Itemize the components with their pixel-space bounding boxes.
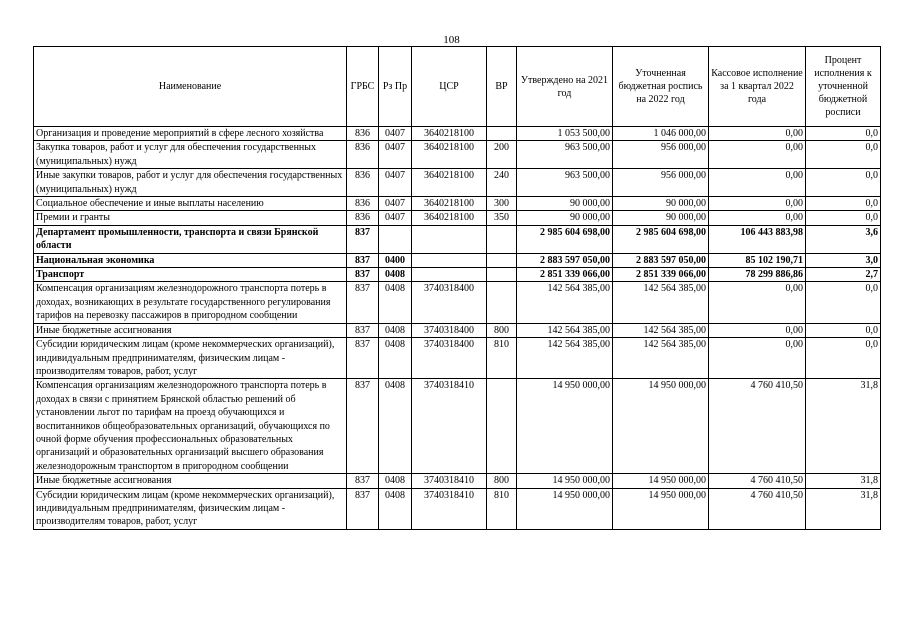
row-approved: 14 950 000,00	[517, 488, 613, 529]
row-refined: 14 950 000,00	[613, 379, 709, 474]
row-name: Иные закупки товаров, работ и услуг для обеспечения государственных (муниципальных) нужд	[34, 169, 347, 197]
header-name: Наименование	[34, 47, 347, 127]
row-name: Закупка товаров, работ и услуг для обеспечения государственных (муниципальных) нужд	[34, 141, 347, 169]
row-vr: 240	[487, 169, 517, 197]
row-rz-pr: 0408	[379, 338, 412, 379]
row-refined: 14 950 000,00	[613, 474, 709, 488]
row-grbs: 837	[347, 268, 379, 282]
table-row	[34, 127, 881, 141]
header-csr: ЦСР	[412, 47, 487, 127]
row-cash: 4 760 410,50	[709, 379, 806, 474]
row-grbs: 837	[347, 253, 379, 267]
row-refined: 956 000,00	[613, 169, 709, 197]
row-grbs: 837	[347, 225, 379, 253]
row-refined: 956 000,00	[613, 141, 709, 169]
row-approved: 142 564 385,00	[517, 338, 613, 379]
row-csr: 3640218100	[412, 211, 487, 225]
row-approved: 2 851 339 066,00	[517, 268, 613, 282]
row-refined: 142 564 385,00	[613, 323, 709, 337]
header-refined-2022: Уточненная бюджетная роспись на 2022 год	[613, 47, 709, 127]
table-row	[34, 268, 881, 282]
table-row	[34, 323, 881, 337]
row-csr: 3740318400	[412, 282, 487, 323]
row-cash: 0,00	[709, 127, 806, 141]
table-row	[34, 169, 881, 197]
row-grbs: 837	[347, 474, 379, 488]
row-approved: 142 564 385,00	[517, 282, 613, 323]
row-csr	[412, 253, 487, 267]
row-name: Субсидии юридическим лицам (кроме некоммерческих организаций), индивидуальным предпринимателям, физическим лицам - производителям товаров, работ, услуг	[34, 488, 347, 529]
row-vr: 810	[487, 338, 517, 379]
row-percent: 0,0	[806, 169, 881, 197]
table-row	[34, 141, 881, 169]
row-csr: 3640218100	[412, 127, 487, 141]
row-approved: 2 883 597 050,00	[517, 253, 613, 267]
row-cash: 85 102 190,71	[709, 253, 806, 267]
row-cash: 4 760 410,50	[709, 488, 806, 529]
row-percent: 3,6	[806, 225, 881, 253]
row-grbs: 837	[347, 282, 379, 323]
header-vr: ВР	[487, 47, 517, 127]
row-csr: 3640218100	[412, 141, 487, 169]
row-cash: 106 443 883,98	[709, 225, 806, 253]
header-rz-pr: Рз Пр	[379, 47, 412, 127]
row-name: Департамент промышленности, транспорта и связи Брянской области	[34, 225, 347, 253]
row-grbs: 836	[347, 197, 379, 211]
row-vr: 350	[487, 211, 517, 225]
table-row	[34, 225, 881, 253]
row-cash: 0,00	[709, 197, 806, 211]
row-approved: 142 564 385,00	[517, 323, 613, 337]
row-rz-pr	[379, 225, 412, 253]
row-cash: 0,00	[709, 141, 806, 169]
header-grbs: ГРБС	[347, 47, 379, 127]
row-rz-pr: 0408	[379, 379, 412, 474]
row-vr	[487, 268, 517, 282]
row-refined: 142 564 385,00	[613, 282, 709, 323]
table-row	[34, 197, 881, 211]
row-percent: 0,0	[806, 141, 881, 169]
row-percent: 2,7	[806, 268, 881, 282]
row-percent: 31,8	[806, 474, 881, 488]
row-name: Иные бюджетные ассигнования	[34, 323, 347, 337]
row-refined: 142 564 385,00	[613, 338, 709, 379]
row-rz-pr: 0407	[379, 169, 412, 197]
row-name: Организация и проведение мероприятий в сфере лесного хозяйства	[34, 127, 347, 141]
row-grbs: 836	[347, 169, 379, 197]
header-cash-q1-2022: Кассовое исполнение за 1 квартал 2022 года	[709, 47, 806, 127]
row-approved: 14 950 000,00	[517, 379, 613, 474]
row-name: Компенсация организациям железнодорожного транспорта потерь в доходах в связи с принятием Брянской областью решений об установлении льгот по тарифам на проезд обучающихся и воспитанников общеобразовательных организаций, обучающихся по очной форме обучения профессиональных образовательных организаций и образовательных организаций высшего образования железнодорожным транспортом в пригородном сообщении	[34, 379, 347, 474]
budget-table	[33, 46, 881, 530]
row-percent: 0,0	[806, 338, 881, 379]
table-row	[34, 211, 881, 225]
row-rz-pr: 0408	[379, 268, 412, 282]
row-csr	[412, 225, 487, 253]
row-name: Иные бюджетные ассигнования	[34, 474, 347, 488]
row-percent: 31,8	[806, 488, 881, 529]
table-row	[34, 379, 881, 474]
row-approved: 963 500,00	[517, 169, 613, 197]
table-header-row	[34, 47, 881, 127]
row-name: Транспорт	[34, 268, 347, 282]
row-vr	[487, 225, 517, 253]
row-percent: 0,0	[806, 197, 881, 211]
row-cash: 78 299 886,86	[709, 268, 806, 282]
row-vr	[487, 127, 517, 141]
row-vr: 810	[487, 488, 517, 529]
row-csr: 3740318400	[412, 323, 487, 337]
row-rz-pr: 0407	[379, 141, 412, 169]
row-vr: 200	[487, 141, 517, 169]
row-csr: 3640218100	[412, 169, 487, 197]
row-grbs: 836	[347, 127, 379, 141]
row-cash: 4 760 410,50	[709, 474, 806, 488]
row-name: Социальное обеспечение и иные выплаты населению	[34, 197, 347, 211]
row-name: Премии и гранты	[34, 211, 347, 225]
row-percent: 0,0	[806, 323, 881, 337]
table-row	[34, 253, 881, 267]
row-approved: 90 000,00	[517, 211, 613, 225]
row-approved: 963 500,00	[517, 141, 613, 169]
row-percent: 3,0	[806, 253, 881, 267]
row-vr	[487, 253, 517, 267]
row-rz-pr: 0408	[379, 282, 412, 323]
row-rz-pr: 0400	[379, 253, 412, 267]
row-grbs: 837	[347, 323, 379, 337]
row-percent: 0,0	[806, 127, 881, 141]
row-approved: 2 985 604 698,00	[517, 225, 613, 253]
row-vr	[487, 379, 517, 474]
row-csr: 3640218100	[412, 197, 487, 211]
row-rz-pr: 0407	[379, 127, 412, 141]
row-grbs: 836	[347, 141, 379, 169]
row-grbs: 836	[347, 211, 379, 225]
row-refined: 1 046 000,00	[613, 127, 709, 141]
row-vr: 300	[487, 197, 517, 211]
row-approved: 14 950 000,00	[517, 474, 613, 488]
row-refined: 90 000,00	[613, 197, 709, 211]
row-rz-pr: 0408	[379, 488, 412, 529]
row-rz-pr: 0407	[379, 197, 412, 211]
table-row	[34, 338, 881, 379]
table-row	[34, 282, 881, 323]
row-grbs: 837	[347, 379, 379, 474]
header-percent: Процент исполнения к уточненной бюджетной росписи	[806, 47, 881, 127]
row-name: Национальная экономика	[34, 253, 347, 267]
header-approved-2021: Утверждено на 2021 год	[517, 47, 613, 127]
row-csr: 3740318410	[412, 474, 487, 488]
row-rz-pr: 0408	[379, 323, 412, 337]
row-cash: 0,00	[709, 338, 806, 379]
row-cash: 0,00	[709, 282, 806, 323]
row-name: Компенсация организациям железнодорожного транспорта потерь в доходах, возникающих в результате государственного регулирования тарифов на перевозку пассажиров в пригородном сообщении	[34, 282, 347, 323]
row-cash: 0,00	[709, 211, 806, 225]
row-name: Субсидии юридическим лицам (кроме некоммерческих организаций), индивидуальным предпринимателям, физическим лицам - производителям товаров, работ, услуг	[34, 338, 347, 379]
row-vr: 800	[487, 323, 517, 337]
row-csr: 3740318410	[412, 488, 487, 529]
row-csr: 3740318400	[412, 338, 487, 379]
row-percent: 31,8	[806, 379, 881, 474]
row-percent: 0,0	[806, 282, 881, 323]
row-refined: 14 950 000,00	[613, 488, 709, 529]
row-rz-pr: 0408	[379, 474, 412, 488]
row-approved: 90 000,00	[517, 197, 613, 211]
row-refined: 90 000,00	[613, 211, 709, 225]
row-cash: 0,00	[709, 169, 806, 197]
row-grbs: 837	[347, 338, 379, 379]
row-refined: 2 985 604 698,00	[613, 225, 709, 253]
row-approved: 1 053 500,00	[517, 127, 613, 141]
row-rz-pr: 0407	[379, 211, 412, 225]
table-row	[34, 474, 881, 488]
row-csr	[412, 268, 487, 282]
table-row	[34, 488, 881, 529]
row-percent: 0,0	[806, 211, 881, 225]
row-vr: 800	[487, 474, 517, 488]
row-vr	[487, 282, 517, 323]
row-cash: 0,00	[709, 323, 806, 337]
row-refined: 2 851 339 066,00	[613, 268, 709, 282]
row-csr: 3740318410	[412, 379, 487, 474]
page-number: 108	[443, 34, 460, 46]
row-refined: 2 883 597 050,00	[613, 253, 709, 267]
row-grbs: 837	[347, 488, 379, 529]
